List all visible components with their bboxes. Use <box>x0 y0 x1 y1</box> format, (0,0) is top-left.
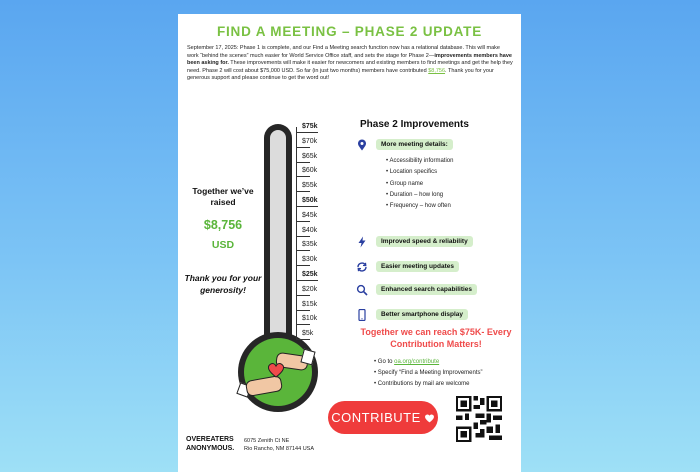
meeting-detail-item: • Frequency – how often <box>386 201 453 212</box>
scale-tick-label: $25k <box>302 271 318 278</box>
scale-tick-label: $30k <box>302 256 318 264</box>
raised-label: Together we’ve raised <box>192 186 254 207</box>
meeting-details-pill: More meeting details: <box>376 139 453 150</box>
logo-line-2: ANONYMOUS. <box>186 444 235 452</box>
feature-pill-updates: Easier meeting updates <box>376 261 459 272</box>
scale-tick-label: $20k <box>302 285 318 293</box>
scale-tick <box>296 176 310 177</box>
scale-tick <box>296 147 310 148</box>
feature-pill-speed: Improved speed & reliability <box>376 236 473 247</box>
scale-tick <box>296 236 310 237</box>
flyer-title: FIND A MEETING – PHASE 2 UPDATE <box>216 24 483 39</box>
address-line-1: 6075 Zenith Ct NE <box>244 438 290 444</box>
intro-text-2: These improvements will make it easier for newcomers and existing members to find meetings and get the help they need. Phase 2 will cost about $75,000 USD. So far (in just two months) members have contributed <box>187 60 513 74</box>
scale-tick <box>296 339 310 340</box>
scale-tick <box>296 132 318 133</box>
address <box>244 437 314 453</box>
location-pin-icon <box>356 139 368 151</box>
thank-you-message: Thank you for your generosity! <box>184 273 262 295</box>
improvements-title: Phase 2 Improvements <box>360 119 469 130</box>
scale-tick <box>296 191 310 192</box>
raised-amount: $8,756 <box>203 218 243 232</box>
qr-code-icon[interactable] <box>456 396 502 442</box>
scale-tick-label: $45k <box>302 211 318 219</box>
search-icon <box>356 284 368 296</box>
contribute-label: CONTRIBUTE <box>331 410 421 425</box>
specify-item: • Specify “Find a Meeting Improvements” <box>374 368 483 379</box>
intro-amount-link[interactable]: $8,756 <box>428 67 446 74</box>
meeting-detail-item: • Accessibility information <box>386 156 453 167</box>
scale-tick-label: $55k <box>302 182 318 190</box>
scale-tick <box>296 162 310 163</box>
scale-tick <box>296 310 310 311</box>
address-line-2: Rio Rancho, NM 87144 USA <box>244 446 315 452</box>
heart-icon <box>266 360 286 380</box>
refresh-icon <box>356 261 368 273</box>
scale-tick-label: $75k <box>302 123 318 130</box>
contribute-button[interactable] <box>328 401 438 434</box>
intro-text-3: . Thank you for your generous support and please continue to get the word out! <box>187 67 494 82</box>
meeting-detail-item: • Duration – how long <box>386 190 453 201</box>
scale-tick-label: $60k <box>302 167 318 175</box>
meeting-detail-item: • Group name <box>386 179 453 190</box>
lightning-icon <box>356 236 368 248</box>
scale-tick <box>296 324 310 325</box>
scale-tick <box>296 265 310 266</box>
contribute-link[interactable]: oa.org/contribute <box>394 359 440 365</box>
mail-item: • Contributions by mail are welcome <box>374 379 483 390</box>
meeting-detail-item: • Location specifics <box>386 167 453 178</box>
heart-icon <box>424 413 435 423</box>
reach-headline: Together we can reach $75K- Every Contribution Matters! <box>360 327 512 349</box>
scale-tick-label: $50k <box>302 197 318 204</box>
smartphone-icon <box>356 309 368 321</box>
scale-tick-label: $5k <box>302 330 314 338</box>
intro-text-1: September 17, 2025: Phase 1 is complete, and our Find a Meeting search function now has a relational database. This will make work “behind the scenes” much easier for World Service Office staff, and sets the stage for Phase 2— <box>187 45 500 59</box>
intro-bold: improvements members have been asking for. <box>187 52 512 67</box>
scale-tick-label: $10k <box>302 315 318 323</box>
raised-currency: USD <box>211 239 235 251</box>
scale-tick <box>296 221 310 222</box>
scale-tick-label: $70k <box>302 137 318 145</box>
scale-tick-label: $65k <box>302 152 318 160</box>
goto-text: Go to <box>377 359 395 365</box>
scale-tick <box>296 295 310 296</box>
goto-item <box>374 357 483 368</box>
meeting-details-list <box>386 156 453 212</box>
contribute-instructions <box>374 357 483 390</box>
oa-logo <box>186 436 234 453</box>
feature-pill-smartphone: Better smartphone display <box>376 309 468 320</box>
logo-line-1: OVEREATERS <box>186 436 234 443</box>
scale-tick-label: $35k <box>302 241 318 249</box>
scale-tick <box>296 280 318 281</box>
feature-pill-search: Enhanced search capabilities <box>376 284 477 295</box>
thermometer-track <box>270 130 286 360</box>
scale-tick <box>296 206 318 207</box>
scale-tick <box>296 250 310 251</box>
scale-tick-label: $40k <box>302 226 318 234</box>
intro-paragraph <box>187 45 513 83</box>
scale-line <box>296 127 297 339</box>
flyer <box>178 14 521 472</box>
scale-tick-label: $15k <box>302 300 318 308</box>
